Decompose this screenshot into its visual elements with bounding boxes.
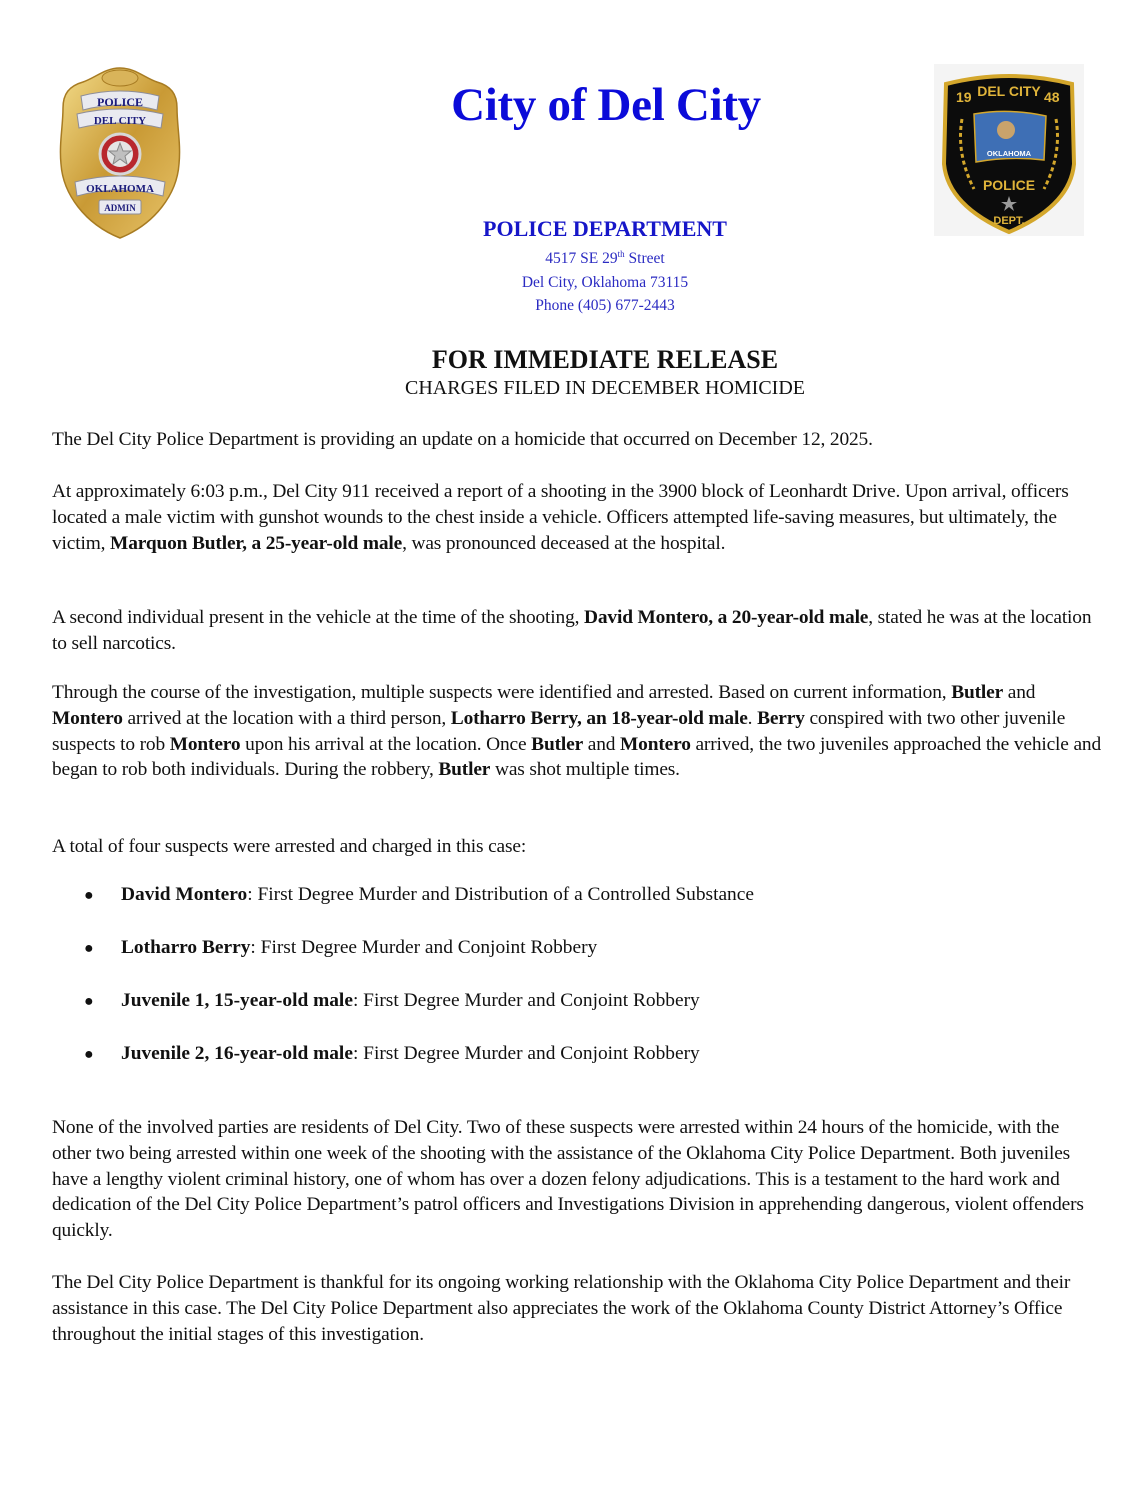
suspect-name: Juvenile 1, 15-year-old male (121, 990, 353, 1011)
release-label: FOR IMMEDIATE RELEASE (431, 345, 779, 374)
suspect-charges: : First Degree Murder and Distribution of a Controlled Substance (247, 884, 754, 905)
department-name: POLICE DEPARTMENT (483, 216, 727, 241)
suspect-charges: : First Degree Murder and Conjoint Robbery (250, 937, 598, 958)
list-item (84, 1041, 700, 1067)
patch-name: DEL CITY (977, 83, 1041, 99)
witness-name: David Montero, a 20-year-old male (584, 607, 869, 628)
street-address-number: 4517 SE 29 (545, 250, 618, 267)
bullet-icon: ● (84, 1046, 94, 1063)
name-berry: Berry (757, 707, 805, 729)
patch-flag-label: OKLAHOMA (986, 149, 1032, 158)
paragraph-arrests-text: None of the involved parties are residents of Del City. Two of these suspects were arrested within 24 hours of the homicide, with the other two being arrested within one week of the shooting with the assistance of the Oklahoma City Police Department. Both juveniles have a lengthy violent criminal history, one of whom has over a dozen felony adjudications. This is a testament to the hard work and dedication of the Del City Police Department’s patrol officers and Investigations Division in apprehending dangerous, violent offenders quickly. (52, 1117, 1084, 1242)
city-state-zip: Del City, Oklahoma 73115 (521, 274, 689, 291)
suspect-name: David Montero (121, 884, 248, 905)
badge-text-admin: ADMIN (104, 203, 136, 213)
text: upon his arrival at the location. Once (240, 733, 532, 755)
text: Through the course of the investigation, multiple suspects were identified and arrested. Based on current information, (52, 682, 952, 703)
patch-dept: DEPT. (993, 215, 1025, 227)
bullet-icon: ● (84, 993, 94, 1010)
paragraph-investigation (52, 680, 1102, 783)
paragraph-suspects-intro-text: A total of four suspects were arrested and charged in this case: (52, 836, 527, 857)
street-address (0, 250, 1148, 268)
name-montero: Montero (52, 707, 123, 729)
text: At approximately 6:03 p.m., Del City 911 received a report of a shooting in the 3900 block of Leonhardt Drive. Upon arrival, officers located a male victim with gunshot wounds to the chest inside a vehicle. Officers attempted life-saving measures, but ultimately, the victim, (52, 481, 1069, 554)
paragraph-arrests (52, 1115, 1102, 1244)
name-montero: Montero (620, 733, 691, 755)
patch-police: POLICE (982, 177, 1036, 193)
paragraph-incident (52, 479, 1102, 556)
bullet-icon: ● (84, 940, 94, 957)
badge-text-police: POLICE (96, 95, 144, 109)
patch-year-left: 19 (956, 89, 972, 105)
street-address-name: Street (624, 250, 665, 267)
text: arrived, the two juveniles approached the vehicle and began to rob both individuals. During the robbery, (52, 733, 1101, 781)
bullet-icon: ● (84, 887, 94, 904)
list-item (84, 988, 700, 1014)
text: , was pronounced deceased at the hospital. (402, 532, 726, 554)
text: and (583, 733, 620, 755)
phone-number: Phone (405) 677-2443 (535, 297, 675, 314)
paragraph-second-individual (52, 605, 1102, 657)
text: . (747, 707, 758, 729)
paragraph-intro-text: The Del City Police Department is providing an update on a homicide that occurred on December 12, 2025. (52, 429, 873, 450)
text: A second individual present in the vehicle at the time of the shooting, (52, 607, 585, 628)
badge-text-del-city: DEL CITY (93, 115, 147, 127)
badge-text-oklahoma: OKLAHOMA (86, 183, 154, 195)
paragraph-suspects-intro (52, 834, 1102, 860)
name-butler: Butler (531, 733, 584, 755)
patch-year-right: 48 (1044, 89, 1060, 105)
list-item (84, 935, 597, 961)
release-headline: CHARGES FILED IN DECEMBER HOMICIDE (405, 377, 805, 399)
text: and (1003, 682, 1036, 703)
name-montero: Montero (169, 733, 241, 755)
suspect-charges: : First Degree Murder and Conjoint Robbery (352, 1043, 700, 1064)
name-butler: Butler (951, 682, 1004, 703)
suspect-charges: : First Degree Murder and Conjoint Robbery (352, 990, 700, 1011)
name-butler: Butler (438, 759, 491, 781)
suspect-name: Lotharro Berry (121, 937, 251, 958)
ordinal-suffix: th (617, 249, 625, 259)
paragraph-intro (52, 427, 1102, 453)
text: conspired with two other juvenile suspects to rob (52, 707, 1066, 755)
text: arrived at the location with a third person, (122, 707, 451, 729)
text: was shot multiple times. (490, 759, 680, 781)
suspect-name: Juvenile 2, 16-year-old male (121, 1043, 353, 1064)
victim-name: Marquon Butler, a 25-year-old male (110, 532, 403, 554)
paragraph-thanks-text: The Del City Police Department is thankful for its ongoing working relationship with the Oklahoma City Police Department and their assistance in this case. The Del City Police Department also appreciates the work of the Oklahoma County District Attorney’s Office throughout the initial stages of this investigation. (52, 1272, 1071, 1345)
city-title: City of Del City (451, 79, 761, 131)
name-berry-full: Lotharro Berry, an 18-year-old male (450, 707, 748, 729)
paragraph-thanks (52, 1270, 1102, 1347)
list-item (84, 882, 754, 908)
text: , stated he was at the location to sell narcotics. (52, 607, 1092, 654)
